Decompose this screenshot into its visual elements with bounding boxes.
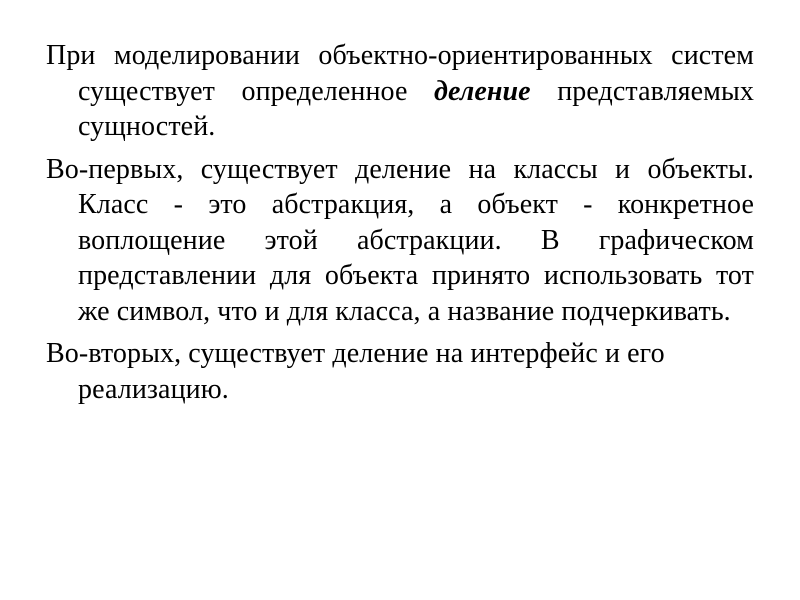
emphasis-word-division: деление [434,75,531,107]
paragraph-interface-implementation: Во-вторых, существует деление на интерфейс и его реализацию. [46,338,665,405]
paragraph-classes-objects: Во-первых, существует деление на классы и объекты. Класс - это абстракция, а объект - конкретное воплощение этой абстракции. В графическом представлении для объекта принято использовать тот же символ, что и для класса, а название подчеркивать. [46,153,754,327]
paragraph-division-text-after: представляемых сущностей. [78,75,754,142]
paragraph-division [46,38,754,145]
paragraph-division-text-before: При моделировании объектно-ориентированных систем существует определенное [46,40,754,107]
